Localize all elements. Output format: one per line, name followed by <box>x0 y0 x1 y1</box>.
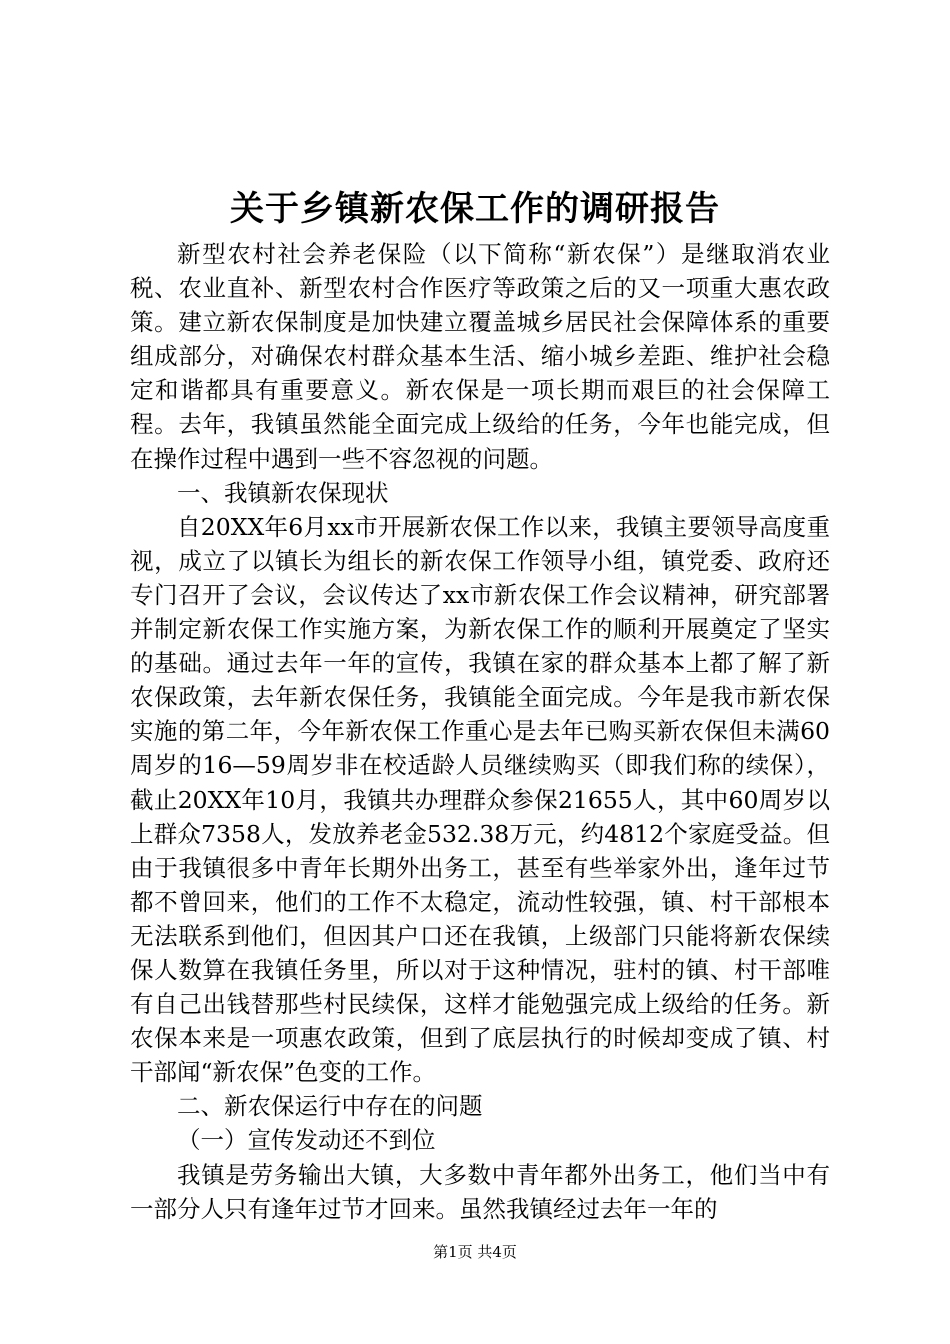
section-heading-1: 一、我镇新农保现状 <box>177 478 389 507</box>
subsection-heading-1: （一）宣传发动还不到位 <box>177 1126 436 1155</box>
document-body <box>130 237 830 1226</box>
document-title: 关于乡镇新农保工作的调研报告 <box>230 189 720 229</box>
paragraph-intro: 新型农村社会养老保险（以下简称“新农保”）是继取消农业税、农业直补、新型农村合作医疗等政策之后的又一项重大惠农政策。建立新农保制度是加快建立覆盖城乡居民社会保障体系的重要组成部分，对确保农村群众基本生活、缩小城乡差距、维护社会稳定和谐都具有重要意义。新农保是一项长期而艰巨的社会保障工程。去年，我镇虽然能全面完成上级给的任务，今年也能完成，但在操作过程中遇到一些不容忽视的问题。 <box>130 240 830 473</box>
paragraph-status: 自20XX年6月xx市开展新农保工作以来，我镇主要领导高度重视，成立了以镇长为组长的新农保工作领导小组，镇党委、政府还专门召开了会议，会议传达了xx市新农保工作会议精神，研究部署并制定新农保工作实施方案，为新农保工作的顺利开展奠定了坚实的基础。通过去年一年的宣传，我镇在家的群众基本上都了解了新农保政策，去年新农保任务，我镇能全面完成。今年是我市新农保实施的第二年，今年新农保工作重心是去年已购买新农保但未满60周岁的16—59周岁非在校适龄人员继续购买（即我们称的续保），截止20XX年10月，我镇共办理群众参保21655人，其中60周岁以上群众7358人，发放养老金532.38万元，约4812个家庭受益。但由于我镇很多中青年长期外出务工，甚至有些举家外出，逢年过节都不曾回来，他们的工作不太稳定，流动性较强，镇、村干部根本无法联系到他们，但因其户口还在我镇，上级部门只能将新农保续保人数算在我镇任务里，所以对于这种情况，驻村的镇、村干部唯有自己出钱替那些村民续保，这样才能勉强完成上级给的任务。新农保本来是一项惠农政策，但到了底层执行的时候却变成了镇、村干部闻“新农保”色变的工作。 <box>130 512 830 1087</box>
paragraph-publicity: 我镇是劳务输出大镇，大多数中青年都外出务工，他们当中有一部分人只有逢年过节才回来。虽然我镇经过去年一年的 <box>130 1160 830 1223</box>
section-heading-2: 二、新农保运行中存在的问题 <box>177 1092 483 1121</box>
page-number-footer: 第1页 共4页 <box>433 1243 517 1261</box>
